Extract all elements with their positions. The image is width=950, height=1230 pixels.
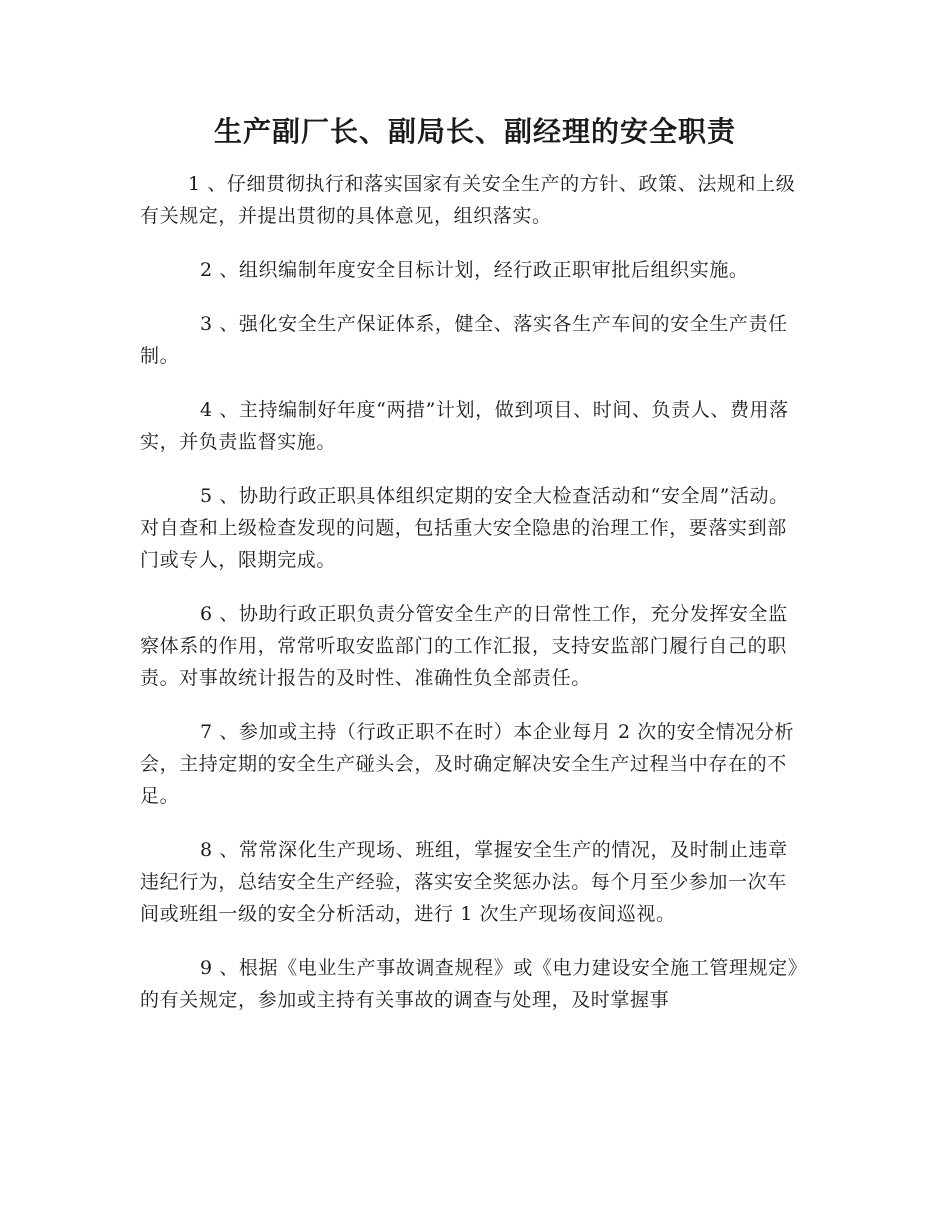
paragraph-3: 3 、强化安全生产保证体系，健全、落实各生产车间的安全生产责任制。 xyxy=(140,313,788,367)
paragraph-1: 1 、仔细贯彻执行和落实国家有关安全生产的方针、政策、法规和上级有关规定，并提出贯彻的具体意见，组织落实。 xyxy=(140,173,796,227)
paragraph-4: 4 、主持编制好年度“两措”计划，做到项目、时间、负责人、费用落实，并负责监督实施。 xyxy=(140,399,789,453)
document-body xyxy=(140,168,806,1038)
paragraph-5: 5 、协助行政正职具体组织定期的安全大检查活动和“安全周”活动。对自查和上级检查发现的问题，包括重大安全隐患的治理工作，要落实到部门或专人，限期完成。 xyxy=(140,485,789,571)
paragraph-2: 2 、组织编制年度安全目标计划，经行政正职审批后组织实施。 xyxy=(200,259,749,281)
paragraph-6: 6 、协助行政正职负责分管安全生产的日常性工作，充分发挥安全监察体系的作用，常常听取安监部门的工作汇报，支持安监部门履行自己的职责。对事故统计报告的及时性、准确性负全部责任。 xyxy=(140,603,788,689)
paragraph-9: 9 、根据《电业生产事故调查规程》或《电力建设安全施工管理规定》的有关规定，参加或主持有关事故的调查与处理，及时掌握事 xyxy=(140,957,798,1011)
paragraph-8: 8 、常常深化生产现场、班组，掌握安全生产的情况，及时制止违章违纪行为，总结安全生产经验，落实安全奖惩办法。每个月至少参加一次车间或班组一级的安全分析活动，进行 1 次生产现场夜间巡视。 xyxy=(140,839,788,925)
document-title: 生产副厂长、副局长、副经理的安全职责 xyxy=(213,115,736,148)
paragraph-7: 7 、参加或主持（行政正职不在时）本企业每月 2 次的安全情况分析会，主持定期的安全生产碰头会，及时确定解决安全生产过程当中存在的不足。 xyxy=(140,721,795,807)
